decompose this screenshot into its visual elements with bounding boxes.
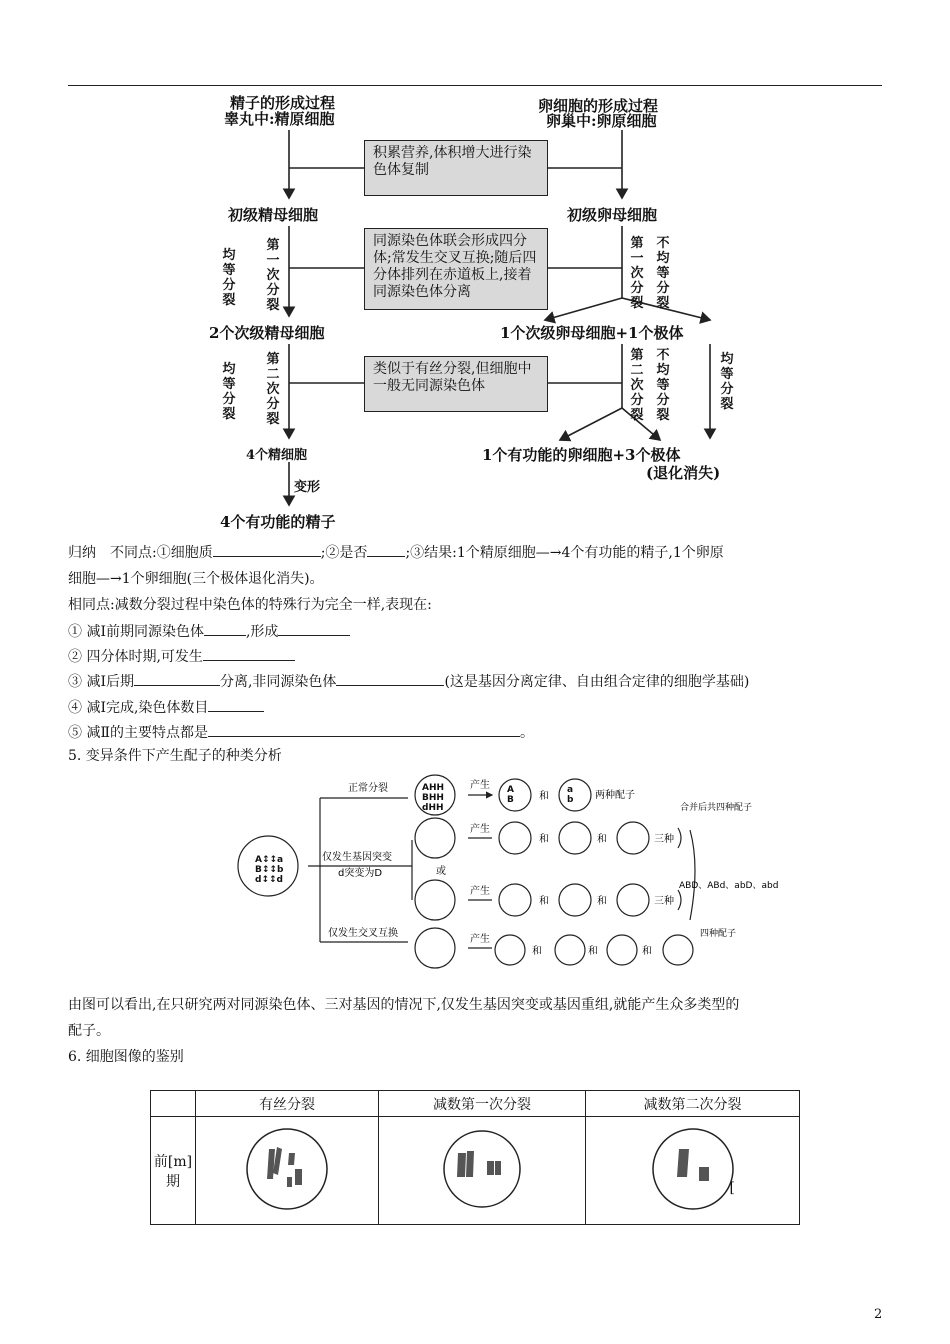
label-crossover: 仅发生交叉互换 <box>328 928 398 939</box>
svg-text:d↕↕d: d↕↕d <box>255 875 283 885</box>
label-produce-1: 产生 <box>470 780 490 791</box>
bracket-mark: [ <box>729 1180 735 1196</box>
label-and-8: 和 <box>642 946 652 957</box>
cell-mitosis-prophase <box>196 1117 379 1225</box>
right-div1-label-a: 第一次分裂 <box>630 236 644 311</box>
label-three-kinds-2: 三种 <box>654 896 674 907</box>
summary-diff-2: ;②是否 <box>320 545 368 561</box>
cell-image-table <box>150 1090 800 1225</box>
label-three-kinds-1: 三种 <box>654 834 674 845</box>
summary-line-2: 细胞—→1个卵细胞(三个极体退化消失)。 <box>68 571 324 587</box>
right-stage-2: 1个次级卵母细胞+1个极体 <box>500 324 684 342</box>
item-1-label: ① 减Ⅰ前期同源染色体 <box>68 624 204 640</box>
svg-text:B: B <box>507 795 514 805</box>
label-and-3: 和 <box>597 834 607 845</box>
cell-meiosis2-prophase <box>586 1117 800 1225</box>
table-header-meiosis-2: 减数第二次分裂 <box>586 1091 800 1117</box>
right-stage-1: 初级卵母细胞 <box>567 206 658 224</box>
meiosis2-cell-image <box>643 1119 743 1219</box>
summary-line-8 <box>68 722 534 743</box>
label-and-5: 和 <box>597 896 607 907</box>
svg-text:AHH: AHH <box>422 783 445 793</box>
box-interphase: 积累营养,体积增大进行染色体复制 <box>364 140 548 196</box>
label-four-kinds: 四种配子 <box>700 929 737 939</box>
label-mutation: 仅发生基因突变 <box>322 852 392 863</box>
svg-text:A: A <box>507 785 514 795</box>
right-div2-label-b: 不均等分裂 <box>656 348 670 423</box>
para-line-1: 由图可以看出,在只研究两对同源染色体、三对基因的情况下,仅发生基因突变或基因重组,就能产生众多类型的 <box>68 997 740 1013</box>
summary-diff-label: 归纳 不同点:①细胞质 <box>68 545 213 561</box>
left-title-2: 睾丸中:精原细胞 <box>224 110 335 128</box>
svg-text:b: b <box>567 795 574 805</box>
row-label-1: 前[m] <box>153 1153 193 1170</box>
cell-meiosis1-prophase <box>379 1117 586 1225</box>
section-6-heading: 6. 细胞图像的鉴别 <box>68 1049 184 1065</box>
right-stage-3-note: (退化消失) <box>646 464 721 482</box>
left-div1-label-b: 第一次分裂 <box>266 238 280 313</box>
table-header-empty <box>151 1091 196 1117</box>
blank-cytoplasm <box>213 542 321 557</box>
summary-line-1 <box>68 542 724 563</box>
summary-diff-3: ;③结果:1个精原细胞—→4个有功能的精子,1个卵原 <box>405 545 724 561</box>
blank-tetrad <box>278 621 350 636</box>
blank-chromosome-number <box>208 697 264 712</box>
blank-crossover <box>203 646 295 661</box>
label-mutation-2: d突变为D <box>338 868 383 879</box>
item-1-label-b: ,形成 <box>245 624 279 640</box>
label-or: 或 <box>436 866 446 877</box>
right-div1-label-b: 不均等分裂 <box>656 236 670 311</box>
item-3-label: ③ 减Ⅰ后期 <box>68 674 134 690</box>
svg-text:dHH: dHH <box>422 803 444 813</box>
row-label-prophase <box>151 1117 196 1225</box>
table-header-mitosis: 有丝分裂 <box>196 1091 379 1117</box>
left-stage-3: 4个精细胞 <box>246 448 308 463</box>
summary-line-3: 相同点:减数分裂过程中染色体的特殊行为完全一样,表现在: <box>68 597 432 613</box>
item-5-end: 。 <box>519 725 534 741</box>
left-div1-label-a: 均等分裂 <box>222 248 236 308</box>
box-meiosis-1: 同源染色体联会形成四分体;常发生交叉互换;随后四分体排列在赤道板上,接着同源染色体分离 <box>364 228 548 310</box>
item-5-label: ⑤ 减Ⅱ的主要特点都是 <box>68 725 208 741</box>
blank-meiosis-2-feature <box>208 722 520 737</box>
item-2-label: ② 四分体时期,可发生 <box>68 649 203 665</box>
mitosis-cell-image <box>237 1119 337 1219</box>
meiosis1-cell-image <box>432 1119 532 1219</box>
blank-nonhomologous <box>336 671 444 686</box>
left-div2-label-b: 第二次分裂 <box>266 352 280 427</box>
label-and-4: 和 <box>539 896 549 907</box>
summary-line-6 <box>68 671 749 692</box>
left-stage-2: 2个次级精母细胞 <box>209 324 325 342</box>
blank-synapsis <box>204 621 246 636</box>
label-produce-2: 产生 <box>470 824 490 835</box>
label-and-2: 和 <box>539 834 549 845</box>
section-5-heading: 5. 变异条件下产生配子的种类分析 <box>68 748 282 764</box>
right-title-1: 卵细胞的形成过程 <box>538 97 659 115</box>
left-stage-4: 4个有功能的精子 <box>220 513 336 531</box>
svg-text:B↕↕b: B↕↕b <box>255 865 284 875</box>
item-3-label-b: 分离,非同源染色体 <box>219 674 337 690</box>
label-produce-4: 产生 <box>470 934 490 945</box>
label-and-7: 和 <box>588 946 598 957</box>
gamete-variation-diagram <box>230 770 779 980</box>
label-produce-3: 产生 <box>470 886 490 897</box>
row-label-2: 期 <box>166 1173 180 1190</box>
label-types: ABD、ABd、abD、abd <box>679 881 779 891</box>
summary-line-5 <box>68 646 295 667</box>
label-normal: 正常分裂 <box>348 783 388 794</box>
right-div2-label-c: 均等分裂 <box>720 352 734 412</box>
left-div2-label-a: 均等分裂 <box>222 362 236 422</box>
summary-line-4 <box>68 621 350 642</box>
right-div2-label-a: 第二次分裂 <box>630 348 644 423</box>
transform-label: 变形 <box>294 480 321 495</box>
label-and-6: 和 <box>532 946 542 957</box>
right-stage-3: 1个有功能的卵细胞+3个极体 <box>482 446 681 464</box>
para-line-2: 配子。 <box>68 1023 110 1039</box>
summary-line-7 <box>68 697 264 718</box>
label-and-1: 和 <box>539 791 549 802</box>
svg-text:a: a <box>567 785 574 795</box>
blank-whether <box>367 542 405 557</box>
left-stage-1: 初级精母细胞 <box>228 206 319 224</box>
svg-text:BHH: BHH <box>422 793 444 803</box>
table-header-meiosis-1: 减数第一次分裂 <box>379 1091 586 1117</box>
page-number: 2 <box>874 1307 883 1322</box>
box-meiosis-2: 类似于有丝分裂,但细胞中一般无同源染色体 <box>364 356 548 412</box>
svg-text:A↕↕a: A↕↕a <box>255 855 284 865</box>
right-title-2: 卵巢中:卵原细胞 <box>546 112 657 130</box>
blank-homologous <box>134 671 220 686</box>
label-two-kinds: 两种配子 <box>595 790 635 801</box>
left-title-1: 精子的形成过程 <box>230 94 336 112</box>
item-3-note: (这是基因分离定律、自由组合定律的细胞学基础) <box>444 674 750 690</box>
label-combine: 合并后共四种配子 <box>680 803 753 813</box>
item-4-label: ④ 减Ⅰ完成,染色体数目 <box>68 700 209 716</box>
